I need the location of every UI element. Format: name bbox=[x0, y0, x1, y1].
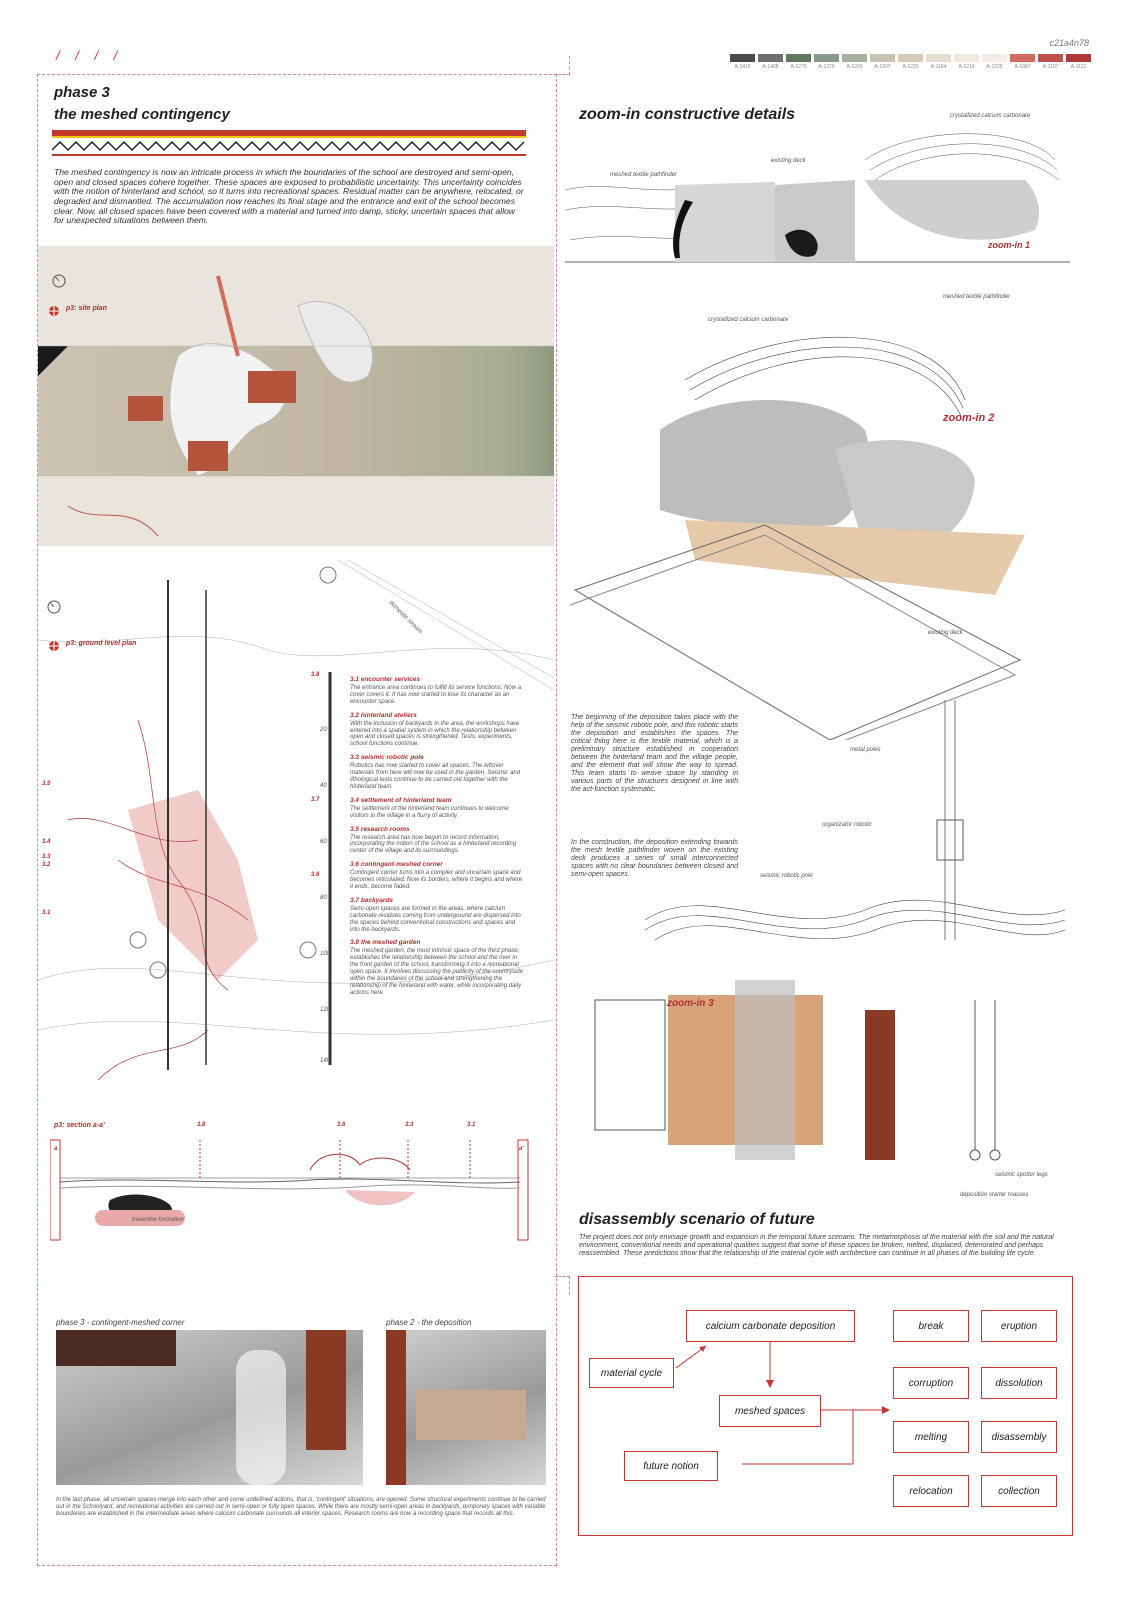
swatch-chip bbox=[1038, 54, 1063, 62]
swatch-label: A-1207 bbox=[874, 64, 891, 70]
swatch-chip bbox=[730, 54, 755, 62]
scale-tick: 100 bbox=[320, 951, 331, 957]
scale-tick: 20 bbox=[320, 727, 327, 733]
decorative-band bbox=[52, 130, 526, 158]
flow-meshed-spaces: meshed spaces bbox=[719, 1395, 821, 1427]
flow-outcome: eruption bbox=[981, 1310, 1057, 1342]
swatch-chip bbox=[758, 54, 783, 62]
scale-tick: 60 bbox=[320, 839, 327, 845]
swatch-chip bbox=[1066, 54, 1091, 62]
label-meshed-textile-2: meshed textile pathfinder bbox=[943, 294, 1011, 300]
label-metal-poles: metal poles bbox=[850, 747, 881, 753]
right-frame-corner-bottom bbox=[555, 1276, 570, 1295]
swatch-label: A-1419 bbox=[734, 64, 751, 70]
site-plan-image bbox=[38, 246, 554, 546]
label-existing-deck-2: existing deck bbox=[928, 630, 963, 636]
render-image-phase3 bbox=[56, 1330, 363, 1485]
zoom-in-1-label: zoom-in 1 bbox=[988, 240, 1030, 250]
label-crystallized-top: crystallized calcium carbonate bbox=[950, 113, 1031, 119]
swatch-label: A-1275 bbox=[790, 64, 807, 70]
swatch-chip bbox=[926, 54, 951, 62]
plan-mark: 3.7 bbox=[311, 797, 320, 803]
flow-outcome: break bbox=[893, 1310, 969, 1342]
section-mark: 3.8 bbox=[197, 1122, 206, 1128]
swatch-label: A-1229 bbox=[902, 64, 919, 70]
color-swatch bbox=[898, 54, 923, 70]
plan-legend bbox=[350, 676, 524, 997]
legend-item: 3.5 research rooms The research area has now begun to record information, incorporating the notion of the school as a hinterland recording center of the village and its surroundings. bbox=[350, 825, 517, 855]
color-swatch bbox=[1066, 54, 1091, 70]
section-mark: 3.1 bbox=[467, 1122, 476, 1128]
swatch-label: A-1107 bbox=[1042, 64, 1059, 70]
legend-item: 3.8 the meshed garden The meshed garden, the most intrinsic space of the third phase, establishes the relationship between the school and the river in the front garden of the school, transforming it into a recreational open space. It involves discussing the publicity of the countryside within the boundaries of the school and strengthening the relationship of the hinterland with water, while incorporating daily actions here. bbox=[350, 939, 524, 996]
swatch-label: A-1408 bbox=[762, 64, 779, 70]
legend-item: 3.2 hinterland ateliers With the inclusion of backyards in the area, the workshops have entered into a spatial system in which the relationship between open and closed spaces is strengthened. Tests, experiments, school functions continue. bbox=[350, 711, 520, 748]
flow-material-cycle: material cycle bbox=[589, 1358, 674, 1388]
plan-mark: 3.1 bbox=[42, 910, 51, 916]
swatch-chip bbox=[786, 54, 811, 62]
legend-item: 3.3 seismic robotic pole Robotics has now started to cover all spaces. The leftover materials from here will now be used in the garden. Seismic and lithological tests continue to be carried out together with the hinterland team. bbox=[350, 754, 521, 790]
swatch-label: A-1184 bbox=[930, 64, 947, 70]
render-image-phase2 bbox=[386, 1330, 546, 1485]
color-swatch bbox=[786, 54, 811, 70]
section-drawing bbox=[50, 1130, 530, 1250]
bottom-paragraph: In the last phase, all uncertain spaces merge into each other and some undefined actions, that is, 'contingent' situations, are opened. Some structural experiments continue to be carried out in the Schoolyard, and recreational activities are carried out in semi-open or fully open spaces. While there are mostly semi-open areas in backyards, temporary spaces with variable boundaries are established in the intermediate areas where calcium carbonate surrounds all interior spaces. Research rooms are now a recording space that records all this. bbox=[56, 1497, 546, 1517]
swatch-chip bbox=[842, 54, 867, 62]
phase-heading: phase 3 bbox=[54, 84, 110, 101]
color-swatch bbox=[954, 54, 979, 70]
color-swatch bbox=[730, 54, 755, 70]
stream-label: domestic stream bbox=[387, 600, 424, 636]
section-label: p3: section a-a' bbox=[54, 1122, 105, 1129]
scale-tick: 120 bbox=[320, 1007, 331, 1013]
label-meshed-textile-top: meshed textile pathfinder bbox=[610, 172, 678, 178]
color-swatch bbox=[1010, 54, 1035, 70]
plan-marker-icon bbox=[48, 305, 60, 317]
legend-item: 3.4 settlement of hinterland team The settlement of the hinterland team continues to welcome visitors to the village in a flurry of activity. bbox=[350, 796, 509, 819]
zoom-in-3-drawing bbox=[585, 680, 1070, 1180]
travertine-label: travertine formation bbox=[132, 1217, 184, 1223]
flow-outcome: dissolution bbox=[981, 1367, 1057, 1399]
flow-outcome: relocation bbox=[893, 1475, 969, 1507]
legend-item: 3.1 encounter services The entrance area continues to fulfill its service functions. Now a cover covers it. It has now started to lose its character as an encounter space. bbox=[350, 676, 522, 705]
intro-paragraph: The meshed contingency is now an intricate process in which the boundaries of the school are destroyed and semi-open, open and closed spaces cohere together. These spaces are exposed to probabilistic uncertainty. This uncertainty coincides with the notion of hinterland and school, so it turns into recreational spaces. Residual matter can be anywhere, relocated, or degraded and dismantled. The accumulation now reaches its final stage and the entrance and exit of the school becomes clear. Now, all closed spaces have been covered with a material and turned into damp, sticky, uncertain spaces that allow for unexpected situations between them. bbox=[54, 167, 524, 226]
north-arrow-icon bbox=[52, 274, 66, 288]
flow-future-notion: future notion bbox=[624, 1451, 718, 1481]
image-label-phase3: phase 3 - contingent-meshed corner bbox=[56, 1318, 185, 1327]
color-swatch bbox=[870, 54, 895, 70]
swatch-chip bbox=[954, 54, 979, 62]
plan-marker-icon-2 bbox=[48, 640, 60, 652]
swatch-chip bbox=[870, 54, 895, 62]
color-swatches bbox=[730, 54, 1091, 70]
scale-tick: 80 bbox=[320, 895, 327, 901]
image-label-phase2: phase 2 - the deposition bbox=[386, 1318, 472, 1327]
flow-outcome: collection bbox=[981, 1475, 1057, 1507]
label-crystallized-2: crystallized calcium carbonate bbox=[708, 317, 789, 323]
color-swatch bbox=[982, 54, 1007, 70]
zoom-section-title: zoom-in constructive details bbox=[579, 106, 796, 123]
swatch-chip bbox=[814, 54, 839, 62]
flow-outcome: melting bbox=[893, 1421, 969, 1453]
scale-tick: 40 bbox=[320, 783, 327, 789]
swatch-label: A-1112 bbox=[1070, 64, 1087, 70]
drawing-code: c21a4n78 bbox=[1049, 38, 1089, 48]
swatch-label: A-1087 bbox=[1014, 64, 1031, 70]
color-swatch bbox=[926, 54, 951, 70]
plan-mark: 3.5 bbox=[42, 781, 51, 787]
label-seismic-pole: seismic robotic pole bbox=[760, 873, 813, 879]
plan-mark: 3.6 bbox=[311, 872, 320, 878]
north-arrow-icon-2 bbox=[47, 600, 61, 614]
flow-outcome: corruption bbox=[893, 1367, 969, 1399]
flow-deposition: calcium carbonate deposition bbox=[686, 1310, 855, 1342]
zoom-in-2-drawing bbox=[565, 320, 1035, 740]
section-mark: 3.6 bbox=[337, 1122, 346, 1128]
site-plan-label: p3: site plan bbox=[66, 305, 107, 312]
section-mark: 3.3 bbox=[405, 1122, 414, 1128]
legend-item: 3.6 contingent-meshed corner Contingent corner turns into a complex and uncertain space and becomes reticulated. Now its borders, where it begins and where it ends, become faded. bbox=[350, 861, 523, 891]
swatch-label: A-1225 bbox=[986, 64, 1003, 70]
plan-mark: 3.2 bbox=[42, 862, 51, 868]
label-spotter-legs: seismic spotter legs bbox=[995, 1172, 1048, 1178]
page-title: the meshed contingency bbox=[54, 106, 230, 123]
color-swatch bbox=[842, 54, 867, 70]
label-existing-deck-top: existing deck bbox=[771, 158, 806, 164]
plan-mark: 3.4 bbox=[42, 839, 51, 845]
zoom-in-3-label: zoom-in 3 bbox=[667, 998, 714, 1009]
color-swatch bbox=[1038, 54, 1063, 70]
section-end-a2: a' bbox=[519, 1146, 524, 1152]
description-1: The beginning of the deposition takes place with the help of the seismic robotic pole, and this robotic starts the deposition and establishes the spaces. The critical thing here is the textile material, which is a preliminary structure established in cooperation between the hinterland team and the village people, and the element that will show the way to spread. This team starts to weave space by standing in various parts of the structures designed in line with the act-function systematic. bbox=[571, 714, 738, 794]
swatch-label: A-1219 bbox=[958, 64, 975, 70]
plan-mark: 3.8 bbox=[311, 672, 320, 678]
swatch-chip bbox=[1010, 54, 1035, 62]
right-frame-corner bbox=[555, 56, 570, 75]
disassembly-paragraph: The project does not only envisage growth and expansion in the temporal future scenario. The metamorphosis of the material with the soil and the natural environment, conventional needs and operational qualities suggest that some of these spaces be broken, melted, displaced, deteriorated and perhaps reassembled. These predictions show that the relationship of the material cycle with architecture can continue in all phases of the building life cycle. bbox=[579, 1234, 1054, 1258]
ground-plan-label: p3: ground level plan bbox=[66, 640, 137, 647]
label-starter-masses: deposition starter masses bbox=[960, 1192, 1029, 1198]
description-2: In the construction, the deposition extending towards the mesh textile pathfinder woven on the existing deck produces a series of small interconnected spaces with no clear boundaries between closed and semi-open spaces. bbox=[571, 839, 738, 879]
swatch-label: A-1270 bbox=[818, 64, 835, 70]
swatch-chip bbox=[982, 54, 1007, 62]
swatch-label: A-1269 bbox=[846, 64, 863, 70]
color-swatch bbox=[814, 54, 839, 70]
label-organizator: organizator robotic bbox=[822, 822, 872, 828]
scale-tick: 140 bbox=[320, 1058, 331, 1064]
disassembly-title: disassembly scenario of future bbox=[579, 1211, 815, 1228]
legend-item: 3.7 backyards Semi-open spaces are formed in the areas, where calcium carbonate residues coming from underground are dispersed into the spaces behind conventional constructions and spaces and into the backyards. bbox=[350, 896, 521, 933]
swatch-chip bbox=[898, 54, 923, 62]
color-swatch bbox=[758, 54, 783, 70]
flow-outcome: disassembly bbox=[981, 1421, 1057, 1453]
zoom-in-2-label: zoom-in 2 bbox=[943, 412, 995, 424]
slashes-mark: / / / / bbox=[56, 48, 124, 63]
section-end-a: a bbox=[54, 1146, 58, 1152]
plan-mark: 3.3 bbox=[42, 854, 51, 860]
